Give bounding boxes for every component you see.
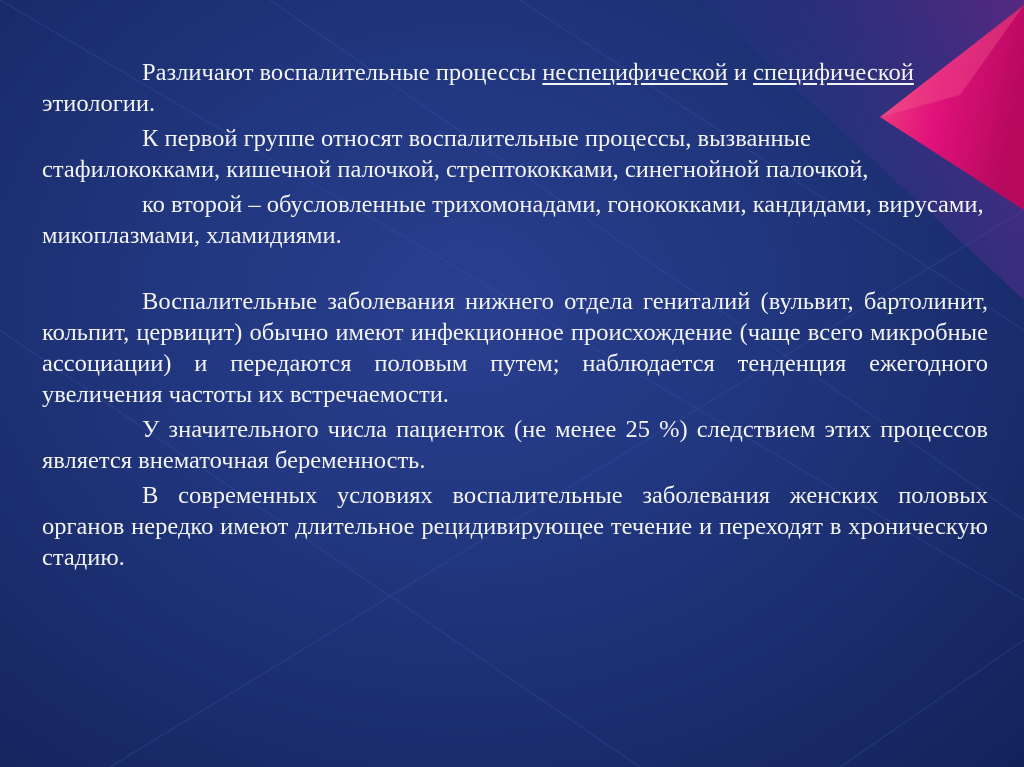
paragraph-etiology-text-1: Различают воспалительные процессы — [142, 59, 543, 86]
paragraph-ectopic-pregnancy: У значительного числа пациенток (не менее 25 %) следствием этих процессов является внематочная беременность. — [42, 416, 988, 474]
slide-body-text — [42, 57, 988, 573]
paragraph-etiology-text-2: и — [727, 59, 754, 86]
term-specific: специфической — [753, 59, 914, 86]
paragraph-chronic-course: В современных условиях воспалительные заболевания женских половых органов нередко имеют длительное рецидивирующее течение и переходят в хроническую стадию. — [42, 482, 988, 571]
term-nonspecific: неспецифической — [542, 59, 728, 86]
paragraph-etiology-text-3: этиологии. — [42, 90, 156, 117]
paragraph-lower-genital-diseases: Воспалительные заболевания нижнего отдела гениталий (вульвит, бартолинит, кольпит, цервицит) обычно имеют инфекционное происхождение (чаще всего микробные ассоциации) и передаются половым путем; наблюдается тенденция ежегодного увеличения частоты их встречаемости. — [42, 288, 988, 408]
paragraph-first-group: К первой группе относят воспалительные процессы, вызванные стафилококками, кишечной палочкой, стрептококками, синегнойной палочкой, — [42, 125, 869, 183]
paragraph-etiology — [42, 57, 988, 119]
paragraph-second-group: ко второй – обусловленные трихомонадами, гонококками, кандидами, вирусами, микоплазмами, хламидиями. — [42, 191, 984, 249]
